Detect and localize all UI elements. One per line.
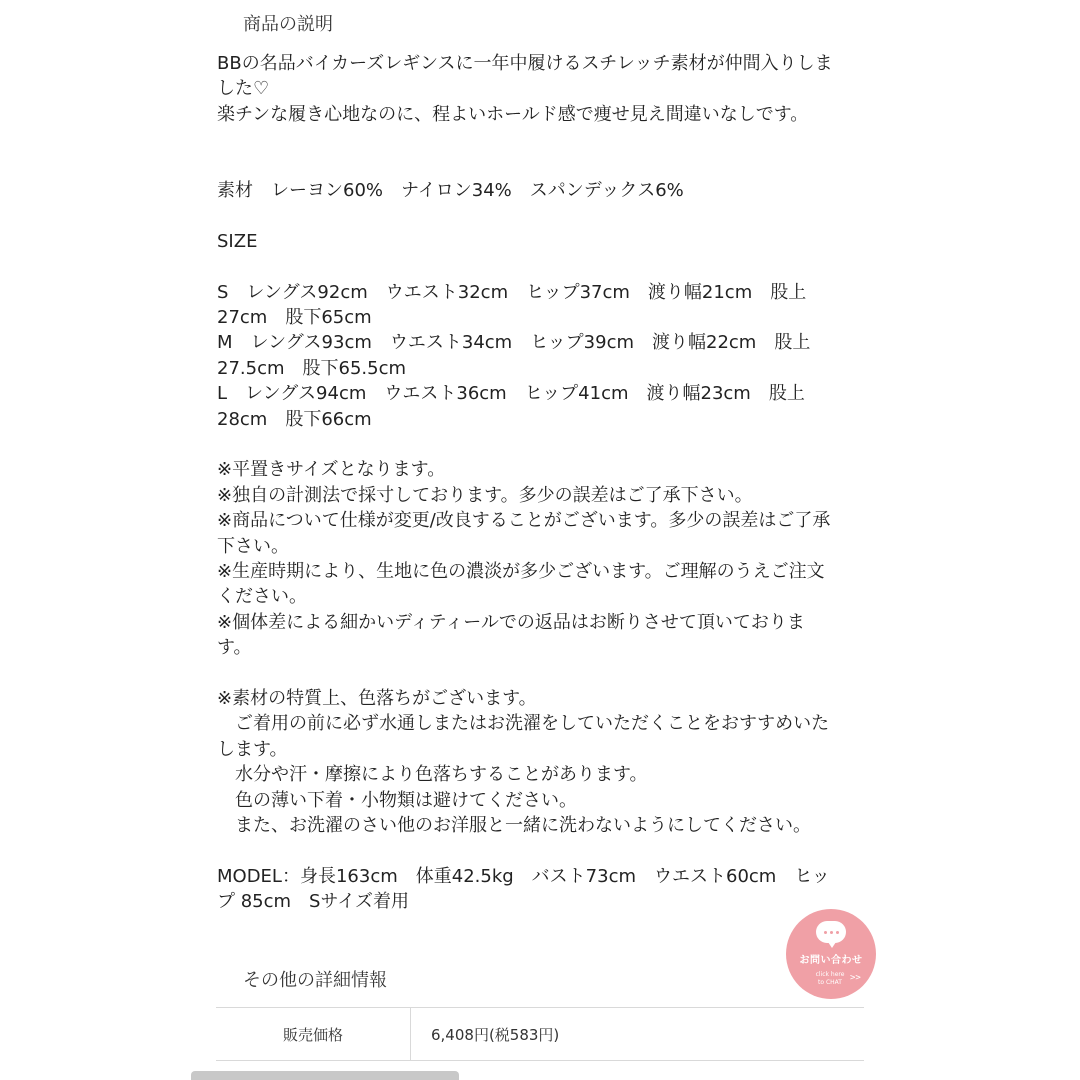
chat-bubble-icon <box>816 921 846 943</box>
description-line: 楽チンな履き心地なのに、程よいホールド感で痩せ見え間違いなしです。 <box>217 103 809 125</box>
description-line: L レングス94cm ウエスト36cm ヒップ41cm 渡り幅23cm 股上 <box>217 383 805 405</box>
description-line <box>217 203 877 228</box>
description-line: ※素材の特質上、色落ちがございます。 <box>217 688 537 710</box>
description-line: ※平置きサイズとなります。 <box>217 459 446 481</box>
price-label: 販売価格 <box>216 1008 411 1060</box>
description-line: 28cm 股下66cm <box>217 408 372 430</box>
description-line: す。 <box>217 637 252 659</box>
description-line: 水分や汗・摩擦により色落ちすることがあります。 <box>217 764 648 786</box>
description-line: また、お洗濯のさい他のお洋服と一緒に洗わないようにしてください。 <box>217 815 811 837</box>
chat-button-subtext <box>812 971 848 987</box>
description-line: した♡ <box>217 78 270 100</box>
description-line: ※独自の計測法で採寸しております。多少の誤差はご了承下さい。 <box>217 484 753 506</box>
description-line: S レングス92cm ウエスト32cm ヒップ37cm 渡り幅21cm 股上 <box>217 281 807 303</box>
chat-button-label: お問い合わせ <box>799 955 863 966</box>
description-line <box>217 153 877 178</box>
description-line: 27cm 股下65cm <box>217 307 372 328</box>
description-line <box>217 839 877 864</box>
details-heading: その他の詳細情報 <box>243 970 387 991</box>
description-line: 27.5cm 股下65.5cm <box>217 357 407 379</box>
description-line: MODEL：身長163cm 体重42.5kg バスト73cm ウエスト60cm ヒッ <box>217 865 830 887</box>
details-table <box>216 1007 864 1061</box>
chat-sub-line-2: to CHAT <box>818 979 842 986</box>
description-body <box>217 51 877 915</box>
price-value: 6,408円(税583円) <box>431 1025 560 1044</box>
description-line <box>217 127 877 152</box>
double-chevron-right-icon: >> <box>850 973 861 983</box>
description-line: ※商品について仕様が変更/改良することがございます。多少の誤差はご了承 <box>217 510 831 532</box>
description-line: 色の薄い下着・小物類は避けてください。 <box>217 789 577 811</box>
bottom-scroll-indicator <box>191 1071 459 1080</box>
chat-sub-line-1: click here <box>815 971 845 978</box>
description-line: M レングス93cm ウエスト34cm ヒップ39cm 渡り幅22cm 股上 <box>217 332 811 354</box>
description-line <box>217 254 877 279</box>
chat-contact-button[interactable] <box>786 909 876 999</box>
description-line: 下さい。 <box>217 535 289 557</box>
description-line <box>217 432 877 457</box>
description-line: ご着用の前に必ず水通しまたはお洗濯をしていただくことをおすすめいた <box>217 713 830 735</box>
description-line <box>217 661 877 686</box>
description-heading: 商品の説明 <box>243 14 333 35</box>
description-line: 素材 レーヨン60% ナイロン34% スパンデックス6% <box>217 180 684 201</box>
description-line: BBの名品バイカーズレギンスに一年中履けるスチレッチ素材が仲間入りしま <box>217 53 833 74</box>
description-line: ※個体差による細かいディティールでの返品はお断りさせて頂いておりま <box>217 611 805 633</box>
description-line: プ 85cm Sサイズ着用 <box>217 891 410 913</box>
description-line: ※生産時期により、生地に色の濃淡が多少ございます。ご理解のうえご注文 <box>217 561 825 583</box>
description-line: します。 <box>217 738 288 760</box>
description-line: ください。 <box>217 586 307 608</box>
description-line: SIZE <box>217 230 258 252</box>
